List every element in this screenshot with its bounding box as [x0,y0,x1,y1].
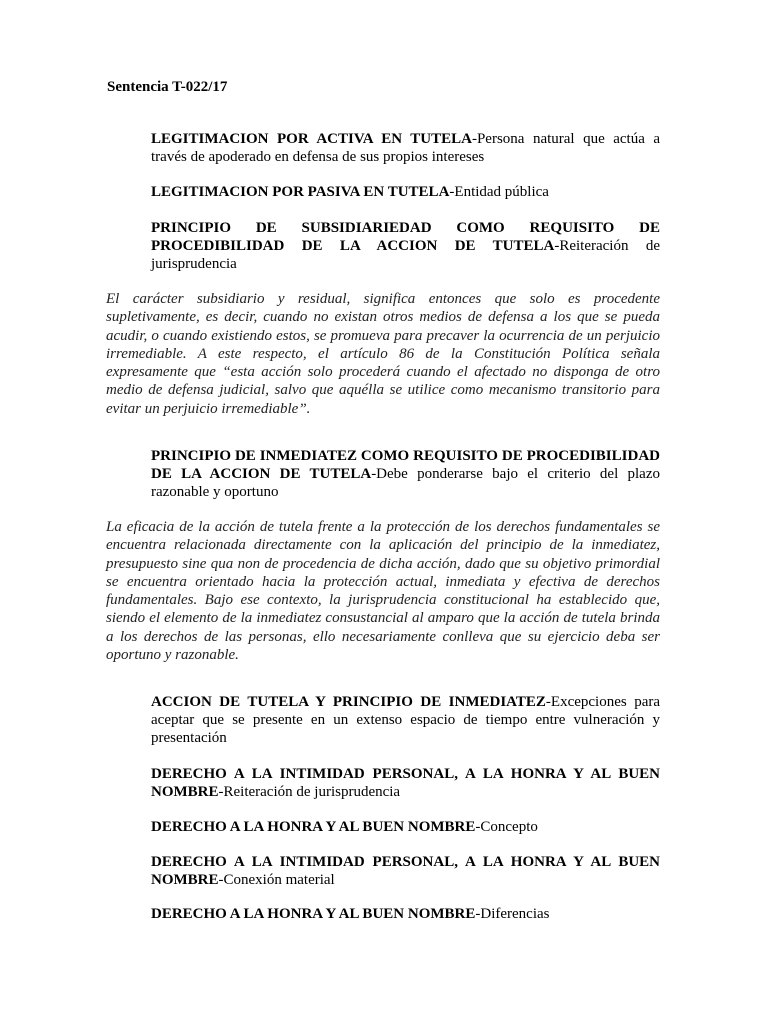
heading-excepciones-inmediatez [151,693,660,747]
heading-description: -Excepciones para aceptar que se presente en un extenso espacio de tiempo entre vulneración y presentación [151,694,661,746]
heading-bold-text: DERECHO A LA HONRA Y AL BUEN NOMBRE [151,819,476,835]
heading-description: -Entidad pública [449,184,549,200]
heading-bold-text: PRINCIPIO DE INMEDIATEZ COMO REQUISITO DE PROCEDIBILIDAD DE LA ACCION DE TUTELA [151,448,660,482]
heading-description: -Persona natural que actúa a través de apoderado en defensa de sus propios intereses [151,131,661,165]
heading-bold-text: DERECHO A LA INTIMIDAD PERSONAL, A LA HONRA Y AL BUEN NOMBRE [151,854,660,888]
heading-description: -Diferencias [475,906,550,922]
heading-bold-text: LEGITIMACION POR PASIVA EN TUTELA [151,184,450,200]
heading-honra-diferencias [151,905,660,923]
heading-bold-text: DERECHO A LA HONRA Y AL BUEN NOMBRE [151,906,476,922]
heading-bold-text: DERECHO A LA INTIMIDAD PERSONAL, A LA HONRA Y AL BUEN NOMBRE [151,766,660,800]
heading-description: -Concepto [475,819,538,835]
heading-description: -Conexión material [218,872,335,888]
heading-description: -Reiteración de jurisprudencia [151,238,660,272]
heading-legitimacion-activa [151,130,660,166]
heading-description: -Reiteración de jurisprudencia [218,784,401,800]
heading-bold-text: ACCION DE TUTELA Y PRINCIPIO DE INMEDIATEZ [151,694,546,710]
heading-bold-text: PRINCIPIO DE SUBSIDIARIEDAD COMO REQUISITO DE PROCEDIBILIDAD DE LA ACCION DE TUTELA [151,220,660,254]
document-title: Sentencia T-022/17 [107,79,228,95]
heading-honra-concepto [151,818,660,836]
quote-subsidiariedad: El carácter subsidiario y residual, significa entonces que solo es procedente supletivamente, es decir, cuando no existan otros medios de defensa a los que se pueda acudir, o cuando existiendo estos, se promueva para precaver la ocurrencia de un perjuicio irremediable. A este respecto, el artículo 86 de la Constitución Política señala expresamente que “esta acción solo procederá cuando el afectado no disponga de otro medio de defensa judicial, salvo que aquélla se utilice como mecanismo transitorio para evitar un perjuicio irremediable”. [106,291,660,417]
heading-intimidad-reiteracion [151,765,660,801]
heading-description: -Debe ponderarse bajo el criterio del plazo razonable y oportuno [151,466,661,500]
heading-legitimacion-pasiva [151,183,660,201]
heading-intimidad-conexion [151,853,660,889]
heading-inmediatez [151,447,660,501]
heading-subsidiariedad [151,219,660,273]
heading-bold-text: LEGITIMACION POR ACTIVA EN TUTELA [151,131,472,147]
quote-inmediatez: La eficacia de la acción de tutela frente a la protección de los derechos fundamentales se encuentra relacionada directamente con la aplicación del principio de la inmediatez, presupuesto sine qua non de procedencia de dicha acción, dado que su objetivo primordial se encuentra orientado hacia la protección actual, inmediata y efectiva de derechos fundamentales. Bajo ese contexto, la jurisprudencia constitucional ha establecido que, siendo el elemento de la inmediatez consustancial al amparo que la acción de tutela brinda a los derechos de las personas, ello necesariamente conlleva que su ejercicio deba ser oportuno y razonable. [106,519,660,664]
